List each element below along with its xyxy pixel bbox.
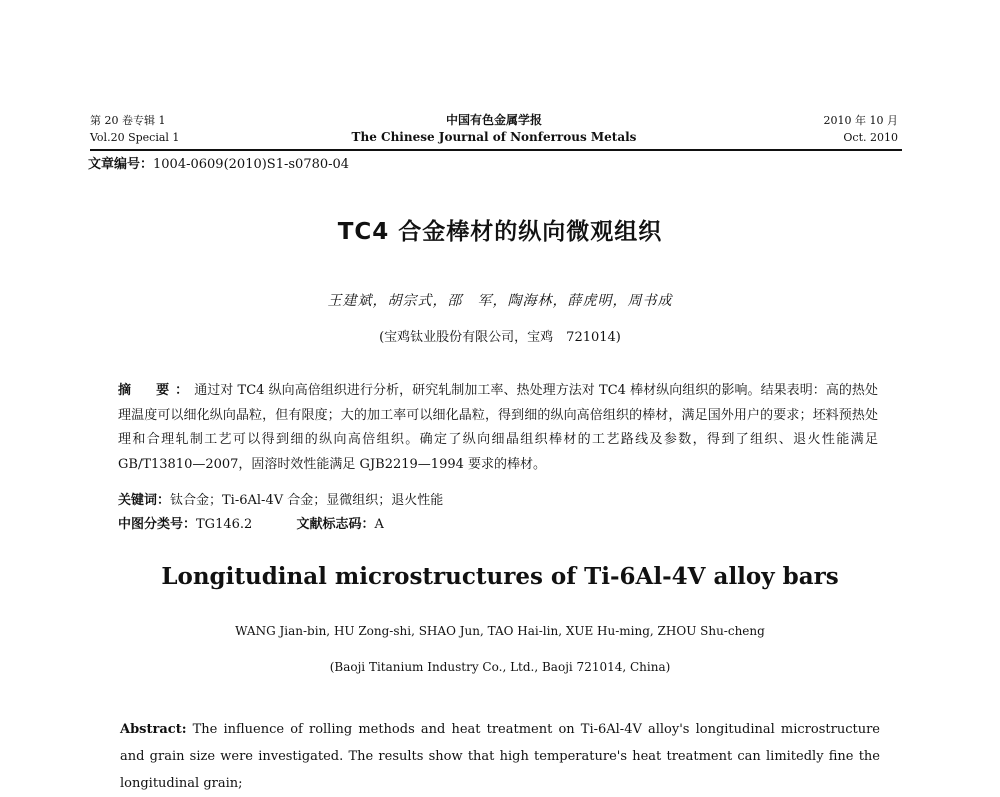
chinese-abstract-text: 通过对 TC4 纵向高倍组织进行分析，研究轧制加工率、热处理方法对 TC4 棒材纵向组织的影响。结果表明：高的热处理温度可以细化纵向晶粒，但有限度；大的加工率可以细化晶粒，得到细的纵向高倍组织的棒材，满足国外用户的要求；坯料预热处理和合理轧制工艺可以得到细的纵向高倍组织。确定了纵向细晶组织棒材的工艺路线及参数，得到了组织、退火性能满足 GB/T13810—2007，固溶时效性能满足 GJB2219—1994 要求的棒材。 bbox=[118, 383, 878, 472]
issue-date bbox=[824, 112, 898, 146]
english-abstract bbox=[120, 716, 880, 797]
clc-value: TG146.2 bbox=[196, 517, 253, 532]
english-abstract-text: The influence of rolling methods and heat treatment on Ti-6Al-4V alloy's longitudinal microstructure and grain size were investigated. The results show that high temperature's heat treatment can limitedly fine the longitudinal grain; bbox=[120, 722, 880, 791]
article-number bbox=[88, 153, 349, 172]
running-header bbox=[90, 112, 898, 152]
classification-line bbox=[118, 513, 384, 532]
document-code-value: A bbox=[374, 517, 384, 532]
keywords-label: 关键词： bbox=[118, 493, 171, 508]
article-number-label: 文章编号： bbox=[88, 157, 154, 172]
volume-cn: 第 20 卷专辑 1 bbox=[90, 114, 166, 127]
chinese-abstract-label: 摘 要： bbox=[118, 383, 195, 398]
english-title: Longitudinal microstructures of Ti-6Al-4V alloy bars bbox=[161, 563, 839, 590]
journal-name bbox=[90, 112, 898, 146]
chinese-title: TC4 合金棒材的纵向微观组织 bbox=[337, 219, 663, 245]
document-code-label: 文献标志码： bbox=[296, 517, 375, 532]
english-abstract-label: Abstract: bbox=[120, 722, 187, 737]
header-rule bbox=[90, 149, 902, 151]
keywords bbox=[118, 489, 443, 508]
chinese-affiliation: (宝鸡钛业股份有限公司，宝鸡 721014) bbox=[379, 330, 621, 345]
keywords-text: 钛合金；Ti-6Al-4V 合金；显微组织；退火性能 bbox=[170, 493, 444, 508]
issue-date-cn: 2010 年 10 月 bbox=[823, 114, 898, 127]
journal-name-cn: 中国有色金属学报 bbox=[445, 113, 542, 127]
article-number-value: 1004-0609(2010)S1-s0780-04 bbox=[153, 157, 350, 172]
chinese-abstract bbox=[118, 379, 878, 477]
chinese-authors: 王建斌，胡宗式，邵 军，陶海林，薛虎明，周书成 bbox=[327, 293, 673, 309]
english-affiliation: (Baoji Titanium Industry Co., Ltd., Baoji 721014, China) bbox=[329, 660, 671, 674]
english-authors: WANG Jian-bin, HU Zong-shi, SHAO Jun, TAO Hai-lin, XUE Hu-ming, ZHOU Shu-cheng bbox=[235, 624, 765, 638]
journal-name-en: The Chinese Journal of Nonferrous Metals bbox=[351, 130, 637, 144]
issue-date-en: Oct. 2010 bbox=[843, 131, 898, 144]
clc-label: 中图分类号： bbox=[118, 517, 197, 532]
volume-en: Vol.20 Special 1 bbox=[90, 131, 180, 144]
